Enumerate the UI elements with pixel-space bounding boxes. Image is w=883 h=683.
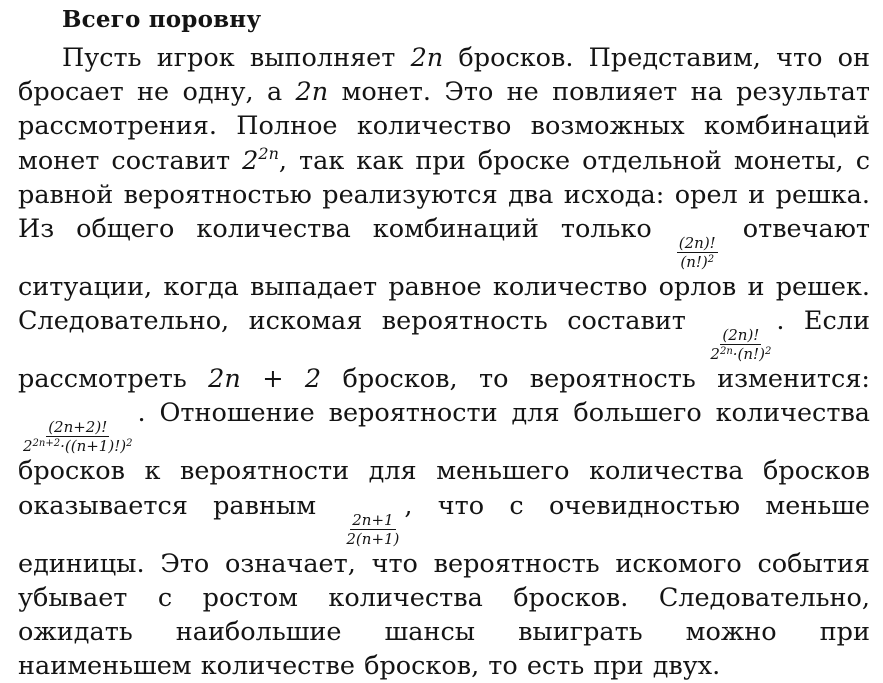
denominator-exponent: 2	[764, 346, 772, 358]
denominator-base: 2	[710, 345, 720, 364]
fraction-probability	[708, 327, 773, 362]
denominator-exponent: 2	[707, 254, 715, 266]
body-paragraph	[18, 41, 870, 683]
text-segment: монет. Это не повлияет на результат рассмотрения. Полное количество возможных комбинаций монет составит	[18, 77, 870, 176]
fraction-numerator: (2n)!	[678, 234, 716, 253]
math-2n: 2n	[410, 43, 444, 73]
power-exponent: 2n	[258, 143, 279, 163]
fraction-probability-next	[21, 419, 134, 454]
denominator-exponent: 2n	[719, 346, 733, 358]
text-segment: бросков, то вероятность изменится:	[342, 364, 870, 395]
text-segment: Пусть игрок выполняет	[62, 43, 396, 73]
text-segment: .	[776, 306, 785, 337]
denominator-base: (n!)	[680, 253, 708, 272]
fraction-numerator: (2n)!	[722, 326, 760, 345]
text-segment: . Отношение вероятности для большего количества бросков к вероятности для меньшего количества бросков оказывается равным	[18, 398, 870, 521]
math-2n: 2n	[295, 77, 329, 108]
denominator-base: 2	[23, 437, 33, 456]
text-segment: бросков. Представим, что он бросает не одну, а	[18, 43, 870, 108]
power-base: 2	[242, 145, 259, 176]
denominator-middle: ·((n+1)!)	[60, 437, 127, 456]
denominator-middle: ·(n!)	[732, 345, 765, 364]
document-page	[18, 6, 870, 683]
denominator-exponent: 2n+2	[32, 438, 61, 450]
text-segment: Если рассмотреть	[18, 306, 870, 395]
fraction-denominator	[678, 253, 716, 270]
text-segment: , так как при броске отдельной монеты, с равной вероятностью реализуются два исхода: орел и решка. Из общего количества комбинаций только	[18, 145, 870, 245]
math-power	[242, 143, 279, 176]
fraction-numerator: 2n+1	[352, 510, 394, 529]
fraction-denominator	[21, 437, 134, 454]
fraction-denominator: 2(n+1)	[346, 529, 400, 548]
fraction-numerator: (2n+2)!	[48, 418, 108, 437]
fraction-denominator	[708, 345, 773, 362]
text-segment: отвечают ситуации, когда выпадает равное количество орлов и решек. Следовательно, искомая вероятность составит	[18, 214, 871, 337]
fraction-ratio	[344, 512, 401, 547]
math-2n-plus-2: 2n + 2	[208, 364, 322, 395]
fraction-combinations	[677, 235, 718, 270]
text-segment: , что с очевидностью меньше единицы. Это означает, что вероятность искомого события убывает с ростом количества бросков. Следовательно, ожидать наибольшие шансы выиграть можно при наименьшем количестве бросков, то есть при двух.	[18, 490, 871, 682]
section-title: Всего поровну	[62, 6, 262, 33]
denominator-exponent: 2	[126, 438, 133, 450]
